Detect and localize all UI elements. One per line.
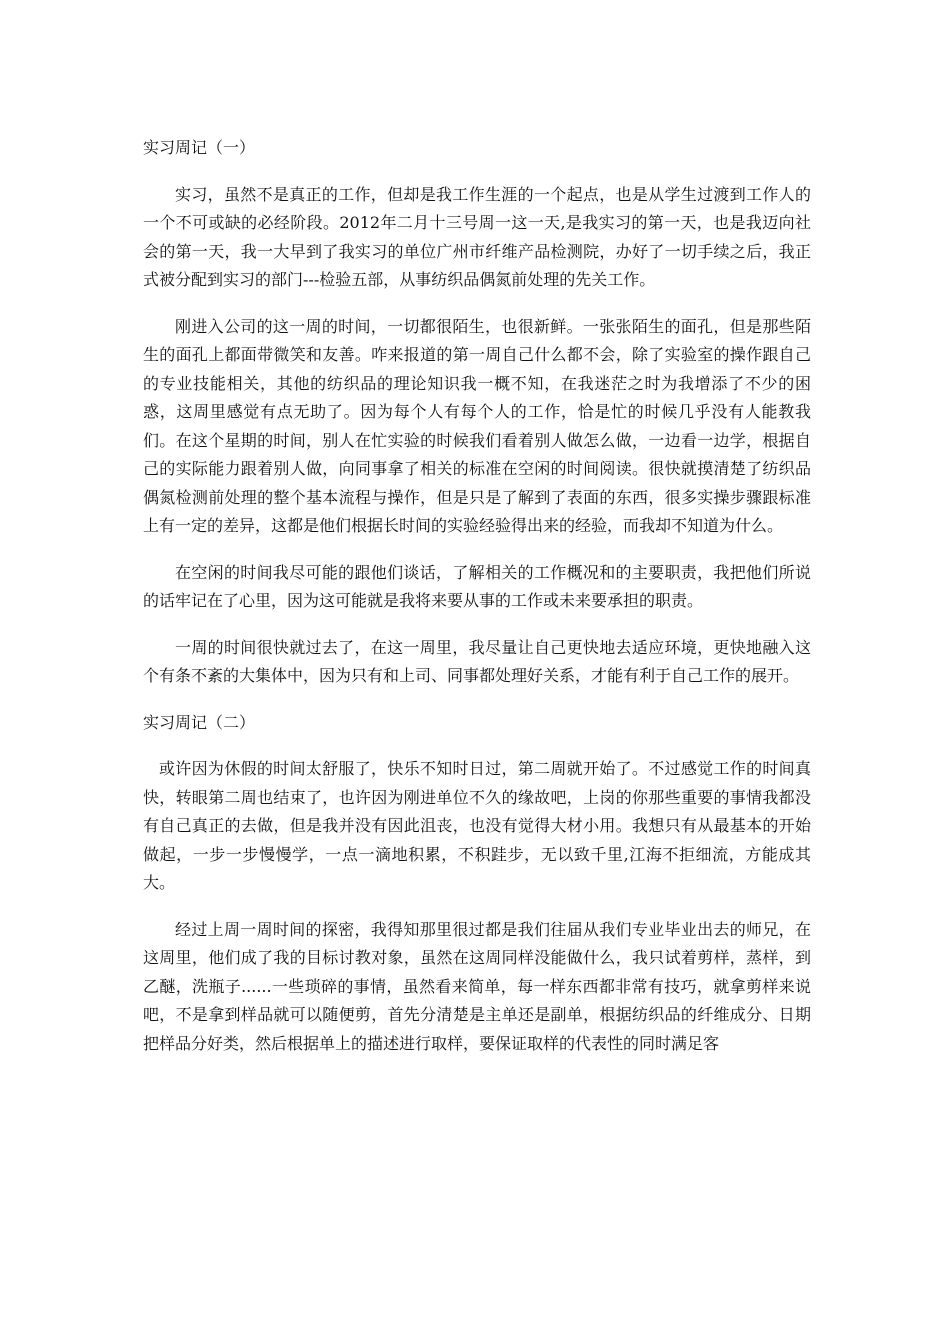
paragraph: 经过上周一周时间的探密，我得知那里很过都是我们往届从我们专业毕业出去的师兄，在这周里，他们成了我的目标讨教对象，虽然在这周同样没能做什么，我只试着剪样，蒸样，到乙醚，洗瓶子......一些琐碎的事情，虽然看来简单，每一样东西都非常有技巧，就拿剪样来说吧，不是拿到样品就可以随便剪，首先分清楚是主单还是副单，根据纺织品的纤维成分、日期把样品分好类，然后根据单上的描述进行取样，要保证取样的代表性的同时满足客 xyxy=(143,919,811,1053)
document-body xyxy=(143,134,811,1076)
paragraph: 在空闲的时间我尽可能的跟他们谈话，了解相关的工作概况和的主要职责，我把他们所说的话牢记在了心里，因为这可能就是我将来要从事的工作或未来要承担的职责。 xyxy=(143,562,811,610)
section-heading-week-2: 实习周记（二） xyxy=(143,712,256,732)
paragraph: 或许因为休假的时间太舒服了，快乐不知时日过，第二周就开始了。不过感觉工作的时间真快，转眼第二周也结束了，也许因为刚进单位不久的缘故吧，上岗的你那些重要的事情我都没有自己真正的去做，但是我并没有因此沮丧，也没有觉得大材小用。我想只有从最基本的开始做起，一步一步慢慢学，一点一滴地积累，不积跬步，无以致千里,江海不拒细流，方能成其大。 xyxy=(143,759,811,892)
section-heading-week-1: 实习周记（一） xyxy=(143,138,256,157)
paragraph: 一周的时间很快就过去了，在这一周里，我尽量让自己更快地去适应环境，更快地融入这个有条不紊的大集体中，因为只有和上司、同事都处理好关系，才能有利于自己工作的展开。 xyxy=(143,637,811,685)
paragraph: 实习，虽然不是真正的工作，但却是我工作生涯的一个起点，也是从学生过渡到工作人的一个不可或缺的必经阶段。2012年二月十三号周一这一天,是我实习的第一天，也是我迈向社会的第一天，我一大早到了我实习的单位广州市纤维产品检测院，办好了一切手续之后，我正式被分配到实习的部门---检验五部，从事纺织品偶氮前处理的先关工作。 xyxy=(143,184,811,289)
paragraph: 刚进入公司的这一周的时间，一切都很陌生，也很新鲜。一张张陌生的面孔，但是那些陌生的面孔上都面带微笑和友善。咋来报道的第一周自己什么都不会，除了实验室的操作跟自己的专业技能相关，其他的纺织品的理论知识我一概不知，在我迷茫之时为我增添了不少的困惑，这周里感觉有点无助了。因为每个人有每个人的工作，恰是忙的时候几乎没有人能教我们。在这个星期的时间，别人在忙实验的时候我们看着别人做怎么做，一边看一边学，根据自己的实际能力跟着别人做，向同事拿了相关的标准在空闲的时间阅读。很快就摸清楚了纺织品偶氮检测前处理的整个基本流程与操作，但是只是了解到了表面的东西，很多实操步骤跟标准上有一定的差异，这都是他们根据长时间的实验经验得出来的经验，而我却不知道为什么。 xyxy=(143,316,811,535)
